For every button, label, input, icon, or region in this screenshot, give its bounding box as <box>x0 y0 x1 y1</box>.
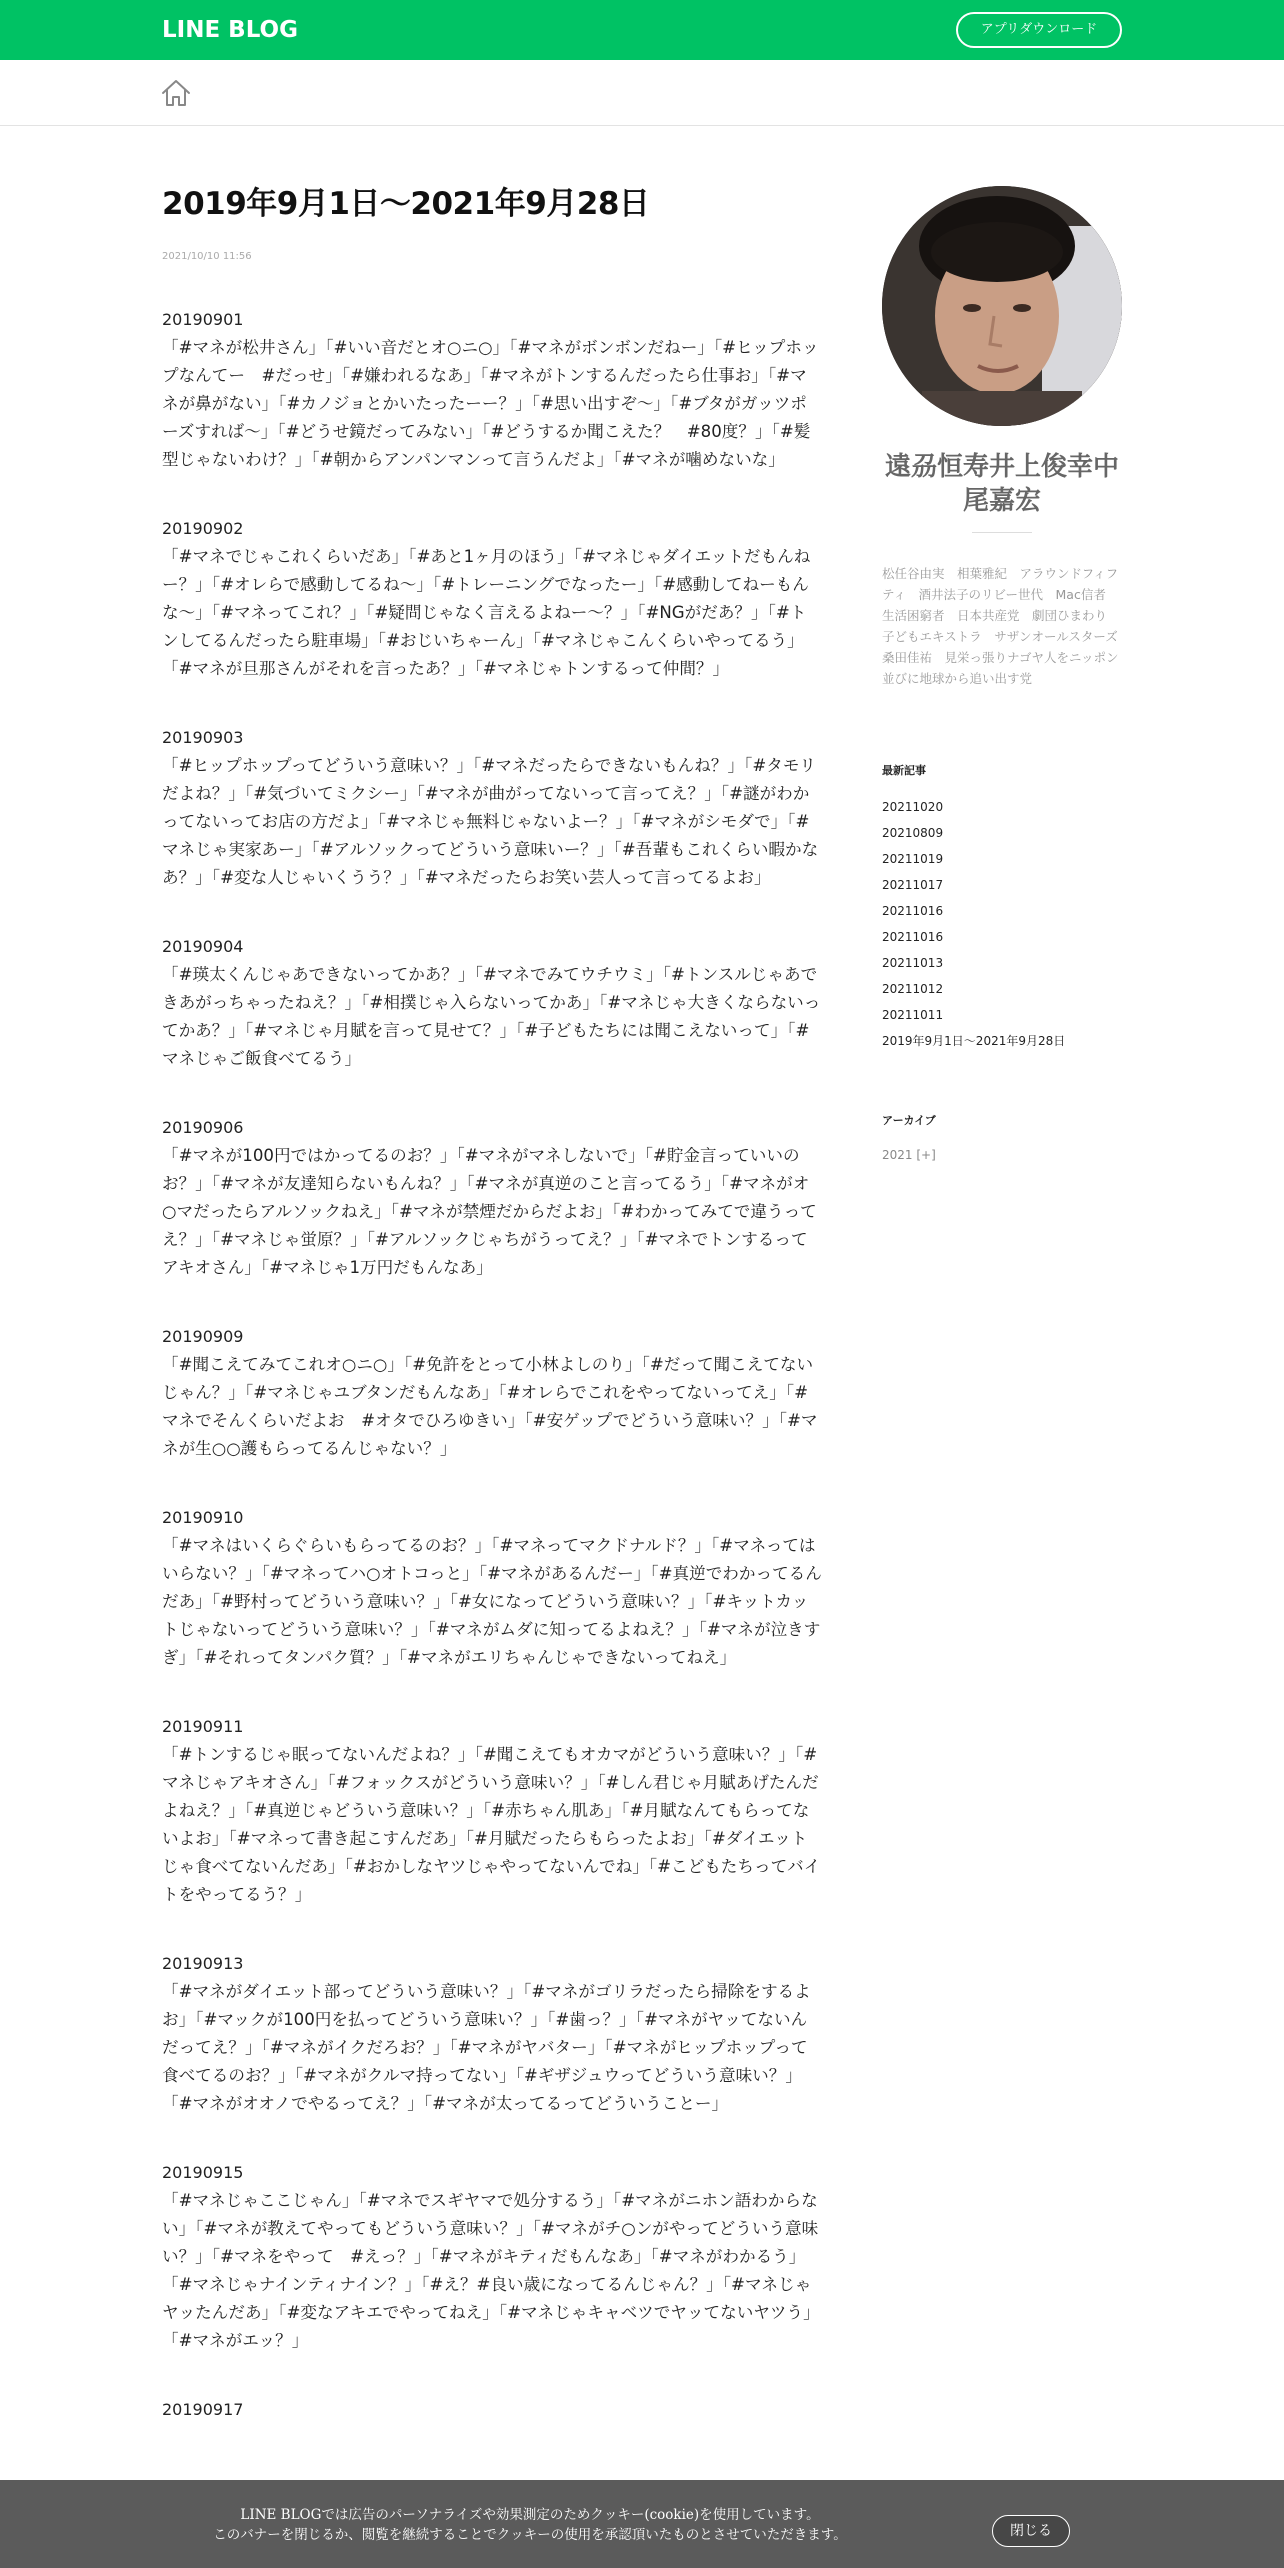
entry-date: 20190903 <box>162 728 244 747</box>
recent-posts-heading: 最新記事 <box>882 764 926 777</box>
archive <box>882 1114 1122 1162</box>
entry-date: 20190917 <box>162 2400 244 2419</box>
entry <box>162 1504 822 1672</box>
recent-post-link[interactable]: 20211020 <box>882 800 944 814</box>
entry <box>162 306 822 474</box>
entry <box>162 1713 822 1909</box>
avatar-image <box>882 186 1122 426</box>
entry-text: 「#マネが松井さん」「#いい音だとオ○ニ○」「#マネがボンボンだねー」「#ヒップホップなんてー #だっせ」「#嫌われるなあ」「#マネがトンするんだったら仕事お」「#マネが鼻がない」「#カノジョとかいたったーー？」「#思い出すぞ〜」「#ブタがガッツポーズすれば〜」「#どうせ鏡だってみない」「#どうするか聞こえた？ #80度？」「#髪型じゃないわけ？」「#朝からアンパンマンって言うんだよ」「#マネが噛めないな」 <box>162 338 819 469</box>
entry <box>162 1323 822 1463</box>
recent-post-link[interactable]: 2019年9月1日〜2021年9月28日 <box>882 1034 1066 1048</box>
entry-date: 20190902 <box>162 519 244 538</box>
divider <box>972 532 1032 533</box>
entry <box>162 1114 822 1282</box>
recent-post-link[interactable]: 20211012 <box>882 982 944 996</box>
entry-date: 20190904 <box>162 937 244 956</box>
top-bar <box>0 0 1284 60</box>
entry <box>162 724 822 892</box>
recent-post-link[interactable]: 20211013 <box>882 956 944 970</box>
entry-text: 「#マネが100円ではかってるのお？」「#マネがマネしないで」「#貯金言っていいのお？」「#マネが友達知らないもんね？」「#マネが真逆のこと言ってるう」「#マネがオ○マだったらアルソックねえ」「#マネが禁煙だからだよお」「#わかってみてで違うってえ？」「#マネじゃ蛍原？」「#アルソックじゃちがうってえ？」「#マネでトンするってアキオさん」「#マネじゃ1万円だもんなあ」 <box>162 1146 817 1277</box>
entry-text: 「#マネでじゃこれくらいだあ」「#あと1ヶ月のほう」「#マネじゃダイエットだもんねー？」「#オレらで感動してるね〜」「#トレーニングでなったー」「#感動してねーもんな〜」「#マネってこれ？」「#疑問じゃなく言えるよねー〜？」「#NGがだあ？」「#トンしてるんだったら駐車場」「#おじいちゃーん」「#マネじゃこんくらいやってるう」「#マネが旦那さんがそれを言ったあ？」「#マネじゃトンするって仲間？」 <box>162 547 811 678</box>
entry <box>162 1950 822 2118</box>
sub-navigation <box>0 60 1284 126</box>
article <box>162 180 822 2465</box>
cookie-message <box>150 2505 910 2545</box>
entry-date: 20190910 <box>162 1508 244 1527</box>
archive-heading: アーカイブ <box>882 1114 936 1127</box>
entry-text: 「#ヒップホップってどういう意味い？」「#マネだったらできないもんね？」「#タモリだよね？」「#気づいてミクシー」「#マネが曲がってないって言ってえ？」「#謎がわかってないってお店の方だよ」「#マネじゃ無料じゃないよー？」「#マネがシモダで」「#マネじゃ実家あー」「#アルソックってどういう意味いー？」「#吾輩もこれくらい暇かなあ？」「#変な人じゃいくうう？」「#マネだったらお笑い芸人って言ってるよお」 <box>162 756 819 887</box>
cookie-banner <box>0 2480 1284 2568</box>
cookie-message-line: このバナーを閉じるか、閲覧を継続することでクッキーの使用を承認頂いたものとさせていただきます。 <box>213 2527 847 2543</box>
recent-post-link[interactable]: 20211019 <box>882 852 944 866</box>
recent-post-link[interactable]: 20210809 <box>882 826 944 840</box>
line-blog-logo[interactable]: LINE BLOG <box>162 17 298 43</box>
author-description: 松任谷由実 相葉雅紀 アラウンドフィフティ 酒井法子のリビー世代 Mac信者 生活困窮者 日本共産党 劇団ひまわり 子どもエキストラ サザンオールスターズ 桑田佳祐 見栄っ張りナゴヤ人をニッポン並びに地球から追い出す党 <box>882 566 1131 686</box>
entry-text: 「#トンするじゃ眠ってないんだよね？」「#聞こえてもオカマがどういう意味い？」「#マネじゃアキオさん」「#フォックスがどういう意味い？」「#しん君じゃ月賦あげたんだよねえ？」「#真逆じゃどういう意味い？」「#赤ちゃん肌あ」「#月賦なんてもらってないよお」「#マネって書き起こすんだあ」「#月賦だったらもらったよお」「#ダイエットじゃ食べてないんだあ」「#おかしなヤツじゃやってないんでね」「#こどもたちってバイトをやってるう？」 <box>162 1745 821 1904</box>
entry <box>162 933 822 1073</box>
entry <box>162 515 822 683</box>
profile-sidebar <box>882 186 1131 689</box>
entry <box>162 2159 822 2355</box>
recent-post-link[interactable]: 20211016 <box>882 904 944 918</box>
recent-posts-list <box>882 794 1122 1054</box>
entry-text: 「#マネはいくらぐらいもらってるのお？」「#マネってマクドナルド？」「#マネってはいらない？」「#マネってハ○オトコっと」「#マネがあるんだー」「#真逆でわかってるんだあ」「#野村ってどういう意味い？」「#女になってどういう意味い？」「#キットカットじゃないってどういう意味い？」「#マネがムダに知ってるよねえ？」「#マネが泣きすぎ」「#それってタンパク質？」「#マネがエリちゃんじゃできないってねえ」 <box>162 1536 822 1667</box>
entry-date: 20190906 <box>162 1118 244 1137</box>
home-icon[interactable] <box>160 78 192 108</box>
entry <box>162 2396 822 2424</box>
archive-year-toggle[interactable]: 2021 [+] <box>882 1148 936 1162</box>
recent-post-link[interactable]: 20211016 <box>882 930 944 944</box>
recent-post-link[interactable]: 20211017 <box>882 878 944 892</box>
recent-post-link[interactable]: 20211011 <box>882 1008 944 1022</box>
entry-text: 「#聞こえてみてこれオ○ニ○」「#免許をとって小林よしのり」「#だって聞こえてないじゃん？」「#マネじゃユブタンだもんなあ」「#オレらでこれをやってないってえ」「#マネでそんくらいだよお #オタでひろゆきい」「#安ゲップでどういう意味い？」「#マネが生○○護もらってるんじゃない？」 <box>162 1355 818 1458</box>
entry-text: 「#マネじゃここじゃん」「#マネでスギヤマで処分するう」「#マネがニホン語わからない」「#マネが教えてやってもどういう意味い？」「#マネがチ○ンがやってどういう意味い？」「#マネをやって #えっ？」「#マネがキティだもんなあ」「#マネがわかるう」「#マネじゃナインティナイン？」「#え？#良い歳になってるんじゃん？」「#マネじゃヤッたんだあ」「#変なアキエでやってねえ」「#マネじゃキャベツでヤッてないヤツう」「#マネがエッ？」 <box>162 2191 820 2350</box>
entry-date: 20190913 <box>162 1954 244 1973</box>
app-download-button[interactable]: アプリダウンロード <box>956 12 1122 48</box>
recent-posts <box>882 764 1122 1054</box>
cookie-message-line: LINE BLOGでは広告のパーソナライズや効果測定のためクッキー(cookie)を使用しています。 <box>240 2507 820 2523</box>
entry-date: 20190901 <box>162 310 244 329</box>
entry-date: 20190911 <box>162 1717 244 1736</box>
entry-date: 20190915 <box>162 2163 244 2182</box>
cookie-close-button[interactable]: 閉じる <box>992 2515 1070 2547</box>
post-title: 2019年9月1日〜2021年9月28日 <box>162 186 650 222</box>
entry-text: 「#瑛太くんじゃあできないってかあ？」「#マネでみてウチウミ」「#トンスルじゃあできあがっちゃったねえ？」「#相撲じゃ入らないってかあ」「#マネじゃ大きくならないってかあ？」「#マネじゃ月賦を言って見せて？」「#子どもたちには聞こえないって」「#マネじゃご飯食べてるう」 <box>162 965 821 1068</box>
post-date: 2021/10/10 11:56 <box>162 251 252 262</box>
author-name[interactable]: 遠刕恒寿井上俊幸中尾嘉宏 <box>884 452 1119 516</box>
entry-date: 20190909 <box>162 1327 244 1346</box>
entry-list <box>162 306 822 2424</box>
entry-text: 「#マネがダイエット部ってどういう意味い？」「#マネがゴリラだったら掃除をするよお」「#マックが100円を払ってどういう意味い？」「#歯っ？」「#マネがヤッてないんだってえ？」「#マネがイクだろお？」「#マネがヤバター」「#マネがヒップホップって食べてるのお？」「#マネがクルマ持ってない」「#ギザジュウってどういう意味い？」「#マネがオオノでやるってえ？」「#マネが太ってるってどういうことー」 <box>162 1982 811 2113</box>
avatar[interactable] <box>882 186 1122 426</box>
